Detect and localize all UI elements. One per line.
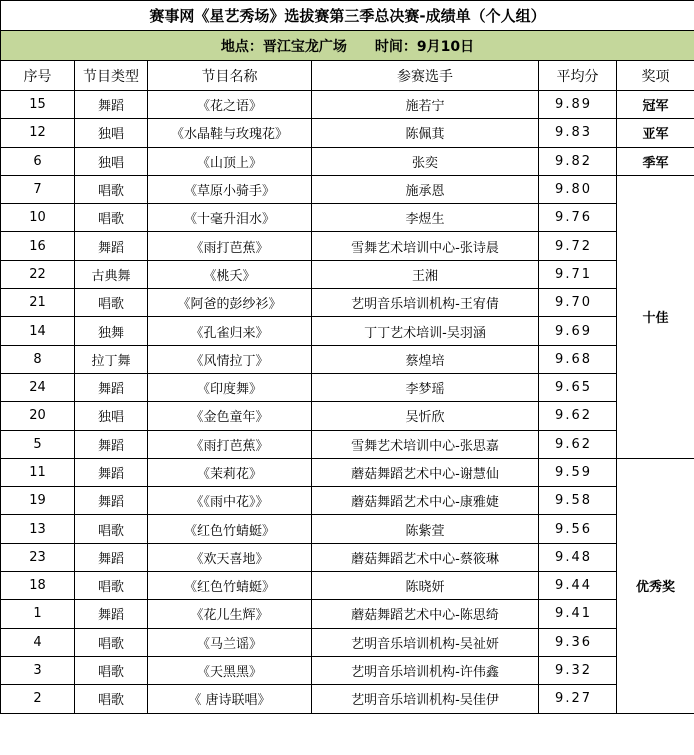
row-type-cell: 唱歌: [75, 685, 148, 713]
table-row: [1, 543, 694, 571]
row-player-cell: 蘑菇舞蹈艺术中心-谢慧仙: [312, 458, 539, 486]
row-player-cell: 艺明音乐培训机构-王宥倩: [312, 289, 539, 317]
table-row: [1, 317, 694, 345]
row-type-cell: 唱歌: [75, 175, 148, 203]
row-name-cell: 《 唐诗联唱》: [148, 685, 312, 713]
row-player-cell: 蘑菇舞蹈艺术中心-陈思绮: [312, 600, 539, 628]
row-score-cell: 9.48: [539, 543, 617, 571]
row-score-cell: 9.83: [539, 119, 617, 147]
row-no-cell: 5: [1, 430, 75, 458]
table-row: [1, 402, 694, 430]
row-name-cell: 《欢天喜地》: [148, 543, 312, 571]
row-score-cell: 9.82: [539, 147, 617, 175]
row-name-cell: 《孔雀归来》: [148, 317, 312, 345]
row-score-cell: 9.80: [539, 175, 617, 203]
row-score-cell: 9.32: [539, 656, 617, 684]
row-score-cell: 9.62: [539, 430, 617, 458]
row-player-cell: 施承恩: [312, 175, 539, 203]
row-score-cell: 9.89: [539, 91, 617, 119]
row-name-cell: 《草原小骑手》: [148, 175, 312, 203]
table-row: [1, 91, 694, 119]
row-type-cell: 舞蹈: [75, 232, 148, 260]
row-name-cell: 《印度舞》: [148, 373, 312, 401]
table-row: [1, 430, 694, 458]
header-no: 序号: [1, 61, 75, 91]
header-award: 奖项: [617, 61, 694, 91]
row-player-cell: 蔡煌培: [312, 345, 539, 373]
row-score-cell: 9.70: [539, 289, 617, 317]
row-no-cell: 6: [1, 147, 75, 175]
time-label: 时间：9月10日: [374, 38, 475, 55]
row-no-cell: 11: [1, 458, 75, 486]
row-no-cell: 19: [1, 487, 75, 515]
row-no-cell: 7: [1, 175, 75, 203]
row-name-cell: 《马兰谣》: [148, 628, 312, 656]
row-no-cell: 13: [1, 515, 75, 543]
row-name-cell: 《花之语》: [148, 91, 312, 119]
row-no-cell: 24: [1, 373, 75, 401]
table-row: [1, 628, 694, 656]
row-name-cell: 《金色童年》: [148, 402, 312, 430]
row-name-cell: 《十毫升泪水》: [148, 204, 312, 232]
row-score-cell: 9.59: [539, 458, 617, 486]
row-name-cell: 《花儿生辉》: [148, 600, 312, 628]
row-type-cell: 舞蹈: [75, 600, 148, 628]
row-name-cell: 《天黑黑》: [148, 656, 312, 684]
row-score-cell: 9.65: [539, 373, 617, 401]
row-no-cell: 4: [1, 628, 75, 656]
row-score-cell: 9.68: [539, 345, 617, 373]
table-row: [1, 572, 694, 600]
row-type-cell: 唱歌: [75, 515, 148, 543]
award-runner-up: 亚军: [617, 119, 694, 147]
row-player-cell: 张奕: [312, 147, 539, 175]
table-row: [1, 260, 694, 288]
award-champion: 冠军: [617, 91, 694, 119]
table-row: [1, 487, 694, 515]
row-no-cell: 15: [1, 91, 75, 119]
row-score-cell: 9.76: [539, 204, 617, 232]
award-excellence: 优秀奖: [617, 458, 694, 713]
table-row: [1, 147, 694, 175]
row-player-cell: 丁丁艺术培训-吴羽涵: [312, 317, 539, 345]
row-player-cell: 艺明音乐培训机构-吴祉妍: [312, 628, 539, 656]
header-score: 平均分: [539, 61, 617, 91]
row-score-cell: 9.44: [539, 572, 617, 600]
row-player-cell: 王湘: [312, 260, 539, 288]
header-player: 参赛选手: [312, 61, 539, 91]
table-row: [1, 345, 694, 373]
table-row: [1, 373, 694, 401]
row-no-cell: 23: [1, 543, 75, 571]
page-title: 赛事网《星艺秀场》选拔赛第三季总决赛-成绩单（个人组）: [1, 1, 694, 31]
table-row: [1, 175, 694, 203]
row-player-cell: 艺明音乐培训机构-许伟鑫: [312, 656, 539, 684]
row-type-cell: 唱歌: [75, 204, 148, 232]
table-row: [1, 685, 694, 713]
row-no-cell: 12: [1, 119, 75, 147]
row-no-cell: 1: [1, 600, 75, 628]
row-no-cell: 22: [1, 260, 75, 288]
row-player-cell: 李煜生: [312, 204, 539, 232]
row-score-cell: 9.36: [539, 628, 617, 656]
row-type-cell: 唱歌: [75, 289, 148, 317]
row-score-cell: 9.27: [539, 685, 617, 713]
table-row: [1, 204, 694, 232]
row-type-cell: 独唱: [75, 119, 148, 147]
award-top-ten: 十佳: [617, 175, 694, 458]
row-type-cell: 唱歌: [75, 628, 148, 656]
row-name-cell: 《水晶鞋与玫瑰花》: [148, 119, 312, 147]
table-row: [1, 515, 694, 543]
row-type-cell: 舞蹈: [75, 91, 148, 119]
row-player-cell: 艺明音乐培训机构-吴佳伊: [312, 685, 539, 713]
venue-time-bar: [1, 31, 694, 61]
row-no-cell: 21: [1, 289, 75, 317]
row-score-cell: 9.62: [539, 402, 617, 430]
row-no-cell: 10: [1, 204, 75, 232]
row-no-cell: 20: [1, 402, 75, 430]
row-type-cell: 舞蹈: [75, 430, 148, 458]
row-name-cell: 《风情拉丁》: [148, 345, 312, 373]
row-name-cell: 《红色竹蜻蜓》: [148, 515, 312, 543]
row-score-cell: 9.71: [539, 260, 617, 288]
row-score-cell: 9.41: [539, 600, 617, 628]
header-type: 节目类型: [75, 61, 148, 91]
row-no-cell: 16: [1, 232, 75, 260]
row-player-cell: 施若宁: [312, 91, 539, 119]
table-row: [1, 600, 694, 628]
venue-label: 地点：晋江宝龙广场: [220, 38, 347, 55]
row-score-cell: 9.69: [539, 317, 617, 345]
row-player-cell: 蘑菇舞蹈艺术中心-康雅婕: [312, 487, 539, 515]
table-row: [1, 656, 694, 684]
row-type-cell: 舞蹈: [75, 373, 148, 401]
row-name-cell: 《雨打芭蕉》: [148, 430, 312, 458]
row-no-cell: 14: [1, 317, 75, 345]
table-row: [1, 119, 694, 147]
table-row: [1, 289, 694, 317]
row-type-cell: 古典舞: [75, 260, 148, 288]
row-type-cell: 唱歌: [75, 572, 148, 600]
row-type-cell: 唱歌: [75, 656, 148, 684]
header-name: 节目名称: [148, 61, 312, 91]
row-type-cell: 拉丁舞: [75, 345, 148, 373]
row-score-cell: 9.72: [539, 232, 617, 260]
row-type-cell: 独唱: [75, 147, 148, 175]
row-player-cell: 李梦瑶: [312, 373, 539, 401]
row-name-cell: 《《雨中花》》: [148, 487, 312, 515]
award-third: 季军: [617, 147, 694, 175]
row-no-cell: 3: [1, 656, 75, 684]
row-name-cell: 《桃夭》: [148, 260, 312, 288]
row-no-cell: 18: [1, 572, 75, 600]
row-no-cell: 8: [1, 345, 75, 373]
row-no-cell: 2: [1, 685, 75, 713]
row-player-cell: 雪舞艺术培训中心-张思嘉: [312, 430, 539, 458]
row-name-cell: 《红色竹蜻蜓》: [148, 572, 312, 600]
row-type-cell: 舞蹈: [75, 543, 148, 571]
row-player-cell: 陈晓妍: [312, 572, 539, 600]
row-player-cell: 雪舞艺术培训中心-张诗晨: [312, 232, 539, 260]
table-row: [1, 458, 694, 486]
row-score-cell: 9.56: [539, 515, 617, 543]
row-player-cell: 蘑菇舞蹈艺术中心-蔡筱琳: [312, 543, 539, 571]
row-player-cell: 陈佩萁: [312, 119, 539, 147]
row-name-cell: 《阿爸的彭纱衫》: [148, 289, 312, 317]
row-name-cell: 《茉莉花》: [148, 458, 312, 486]
row-player-cell: 陈紫萱: [312, 515, 539, 543]
table-row: [1, 232, 694, 260]
row-player-cell: 吴忻欣: [312, 402, 539, 430]
row-type-cell: 舞蹈: [75, 458, 148, 486]
row-type-cell: 独舞: [75, 317, 148, 345]
row-type-cell: 独唱: [75, 402, 148, 430]
row-type-cell: 舞蹈: [75, 487, 148, 515]
row-score-cell: 9.58: [539, 487, 617, 515]
row-name-cell: 《山顶上》: [148, 147, 312, 175]
row-name-cell: 《雨打芭蕉》: [148, 232, 312, 260]
